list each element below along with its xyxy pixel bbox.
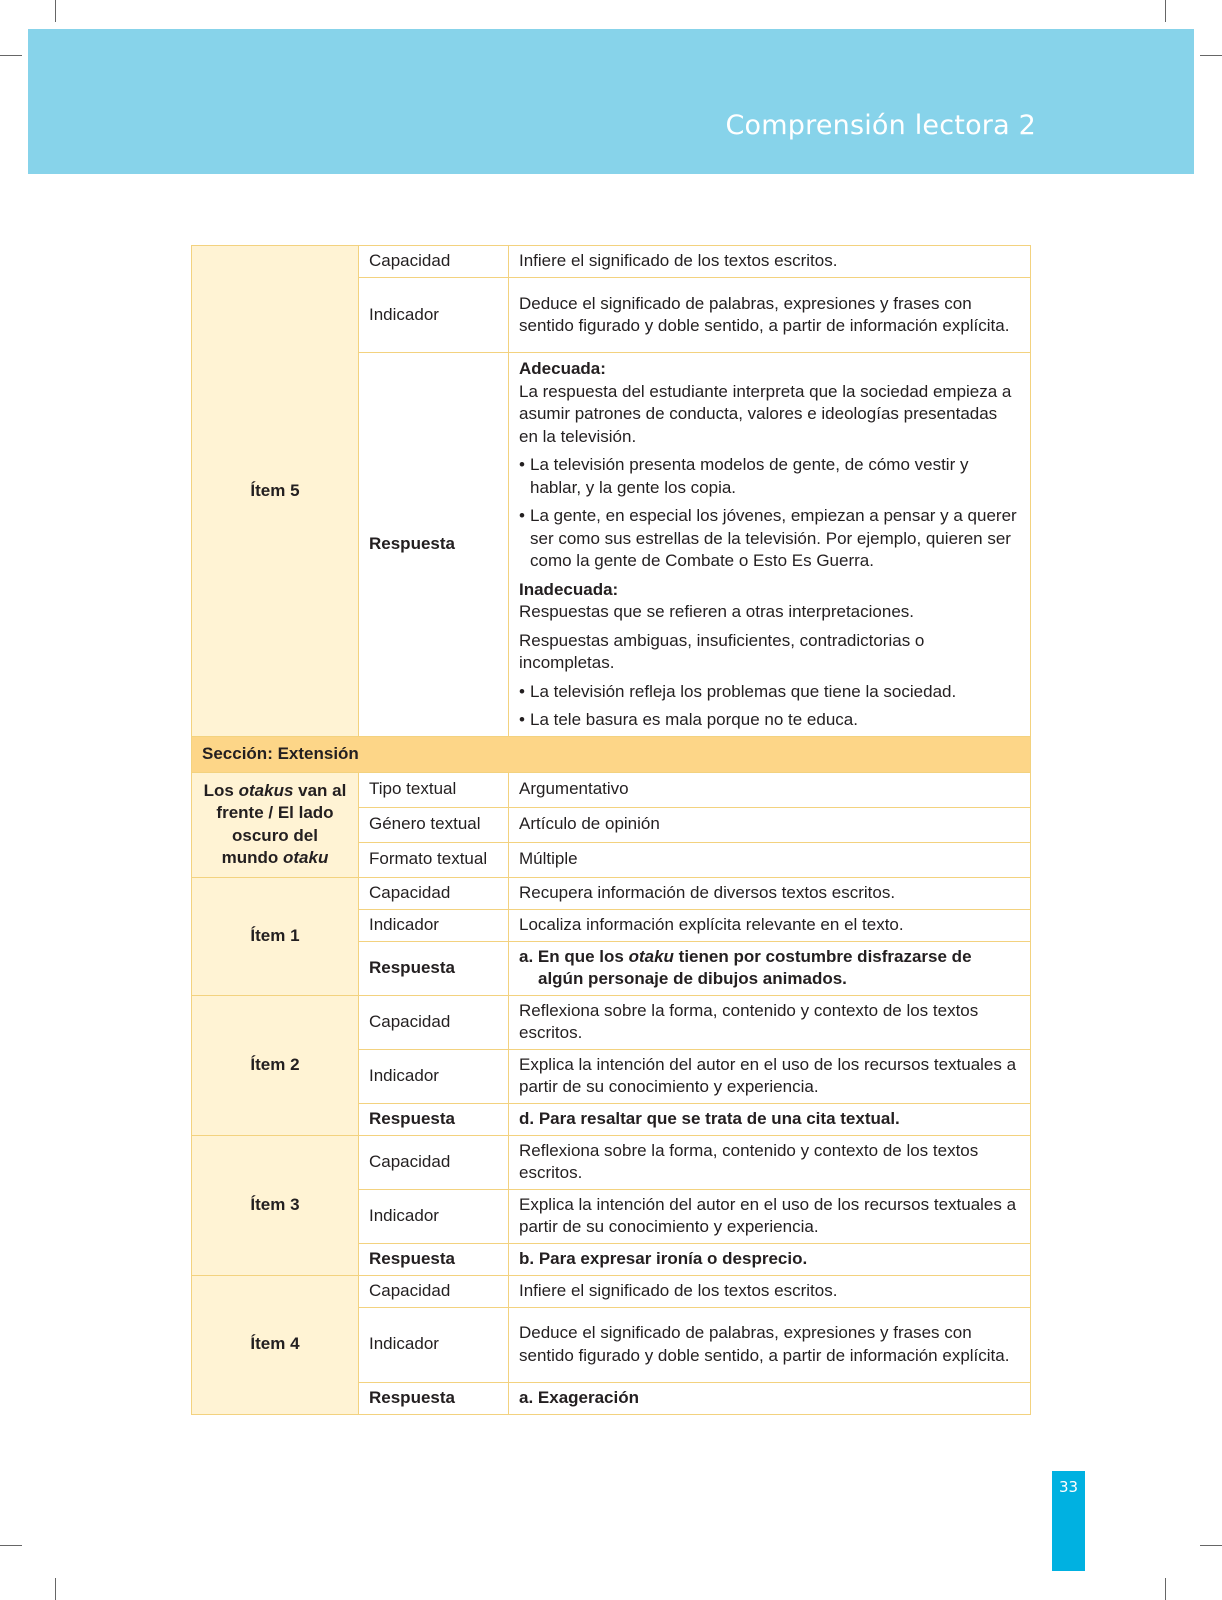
respuesta-value bbox=[509, 353, 1031, 737]
table-row bbox=[192, 1275, 1031, 1307]
indicador-label: Indicador bbox=[359, 1307, 509, 1382]
item-5-label: Ítem 5 bbox=[192, 246, 359, 737]
capacidad-label: Capacidad bbox=[359, 995, 509, 1049]
respuesta-label: Respuesta bbox=[359, 941, 509, 995]
section-title: Sección: Extensión bbox=[192, 736, 1031, 772]
inadecuada-title: Inadecuada: bbox=[519, 579, 619, 599]
page-number-tab bbox=[1052, 1471, 1085, 1571]
respuesta-label: Respuesta bbox=[359, 1243, 509, 1275]
capacidad-label: Capacidad bbox=[359, 1275, 509, 1307]
indicador-label: Indicador bbox=[359, 278, 509, 353]
indicador-label: Indicador bbox=[359, 1049, 509, 1103]
table-row bbox=[192, 995, 1031, 1049]
indicador-label: Indicador bbox=[359, 1189, 509, 1243]
crop-mark bbox=[55, 1578, 56, 1600]
page-number: 33 bbox=[1058, 1478, 1079, 1496]
page-header-title: Comprensión lectora 2 bbox=[725, 110, 1036, 141]
item-2-label: Ítem 2 bbox=[192, 995, 359, 1135]
table-row bbox=[192, 772, 1031, 807]
indicador-value: Deduce el significado de palabras, expresiones y frases con sentido figurado y doble sentido, a partir de información explícita. bbox=[509, 1307, 1031, 1382]
crop-mark bbox=[1165, 1578, 1166, 1600]
text-title: Los otakus van al frente / El lado oscuro del mundo otaku bbox=[192, 772, 359, 877]
capacidad-value: Recupera información de diversos textos escritos. bbox=[509, 877, 1031, 909]
crop-mark bbox=[55, 0, 56, 22]
capacidad-label: Capacidad bbox=[359, 246, 509, 278]
tipo-textual-label: Tipo textual bbox=[359, 772, 509, 807]
crop-mark bbox=[0, 55, 22, 56]
list-item: • La televisión refleja los problemas que tiene la sociedad. bbox=[519, 681, 1020, 704]
genero-textual-label: Género textual bbox=[359, 807, 509, 842]
item-3-label: Ítem 3 bbox=[192, 1135, 359, 1275]
capacidad-value: Infiere el significado de los textos escritos. bbox=[509, 246, 1031, 278]
indicador-value: Explica la intención del autor en el uso de los recursos textuales a partir de su conocimiento y experiencia. bbox=[509, 1049, 1031, 1103]
indicador-value: Localiza información explícita relevante en el texto. bbox=[509, 909, 1031, 941]
respuesta-value: d. Para resaltar que se trata de una cita textual. bbox=[509, 1103, 1031, 1135]
tipo-textual-value: Argumentativo bbox=[509, 772, 1031, 807]
item-1-label: Ítem 1 bbox=[192, 877, 359, 995]
adecuada-title: Adecuada: bbox=[519, 359, 606, 378]
crop-mark bbox=[1200, 55, 1222, 56]
capacidad-label: Capacidad bbox=[359, 877, 509, 909]
rubric-table bbox=[191, 245, 1031, 1415]
crop-mark bbox=[0, 1545, 22, 1546]
adecuada-bullets bbox=[519, 454, 1020, 573]
respuesta-label: Respuesta bbox=[359, 353, 509, 737]
indicador-value: Deduce el significado de palabras, expresiones y frases con sentido figurado y doble sentido, a partir de información explícita. bbox=[509, 278, 1031, 353]
table-row bbox=[192, 877, 1031, 909]
adecuada-text: La respuesta del estudiante interpreta que la sociedad empieza a asumir patrones de conducta, valores e ideologías presentadas en la televisión. bbox=[519, 381, 1012, 446]
capacidad-value: Reflexiona sobre la forma, contenido y contexto de los textos escritos. bbox=[509, 1135, 1031, 1189]
respuesta-label: Respuesta bbox=[359, 1103, 509, 1135]
capacidad-label: Capacidad bbox=[359, 1135, 509, 1189]
crop-mark bbox=[1165, 0, 1166, 22]
respuesta-value: b. Para expresar ironía o desprecio. bbox=[509, 1243, 1031, 1275]
list-item: • La televisión presenta modelos de gente, de cómo vestir y hablar, y la gente los copia. bbox=[519, 454, 1020, 499]
respuesta-value: a. Exageración bbox=[509, 1382, 1031, 1414]
capacidad-value: Reflexiona sobre la forma, contenido y contexto de los textos escritos. bbox=[509, 995, 1031, 1049]
table-row bbox=[192, 246, 1031, 278]
formato-textual-label: Formato textual bbox=[359, 842, 509, 877]
inadecuada-text: Respuestas que se refieren a otras interpretaciones. bbox=[519, 602, 915, 621]
respuesta-value: a. En que los otaku tienen por costumbre disfrazarse de algún personaje de dibujos animados. bbox=[509, 941, 1031, 995]
capacidad-value: Infiere el significado de los textos escritos. bbox=[509, 1275, 1031, 1307]
genero-textual-value: Artículo de opinión bbox=[509, 807, 1031, 842]
list-item: • La tele basura es mala porque no te educa. bbox=[519, 709, 1020, 732]
inadecuada-text: Respuestas ambiguas, insuficientes, contradictorias o incompletas. bbox=[519, 630, 925, 672]
indicador-value: Explica la intención del autor en el uso de los recursos textuales a partir de su conocimiento y experiencia. bbox=[509, 1189, 1031, 1243]
item-4-label: Ítem 4 bbox=[192, 1275, 359, 1414]
formato-textual-value: Múltiple bbox=[509, 842, 1031, 877]
table-row bbox=[192, 1135, 1031, 1189]
header-band bbox=[28, 29, 1194, 174]
inadecuada-bullets bbox=[519, 681, 1020, 732]
indicador-label: Indicador bbox=[359, 909, 509, 941]
table-row bbox=[192, 736, 1031, 772]
respuesta-label: Respuesta bbox=[359, 1382, 509, 1414]
crop-mark bbox=[1200, 1545, 1222, 1546]
list-item: • La gente, en especial los jóvenes, empiezan a pensar y a querer ser como sus estrellas de la televisión. Por ejemplo, quieren ser como la gente de Combate o Esto Es Guerra. bbox=[519, 505, 1020, 573]
